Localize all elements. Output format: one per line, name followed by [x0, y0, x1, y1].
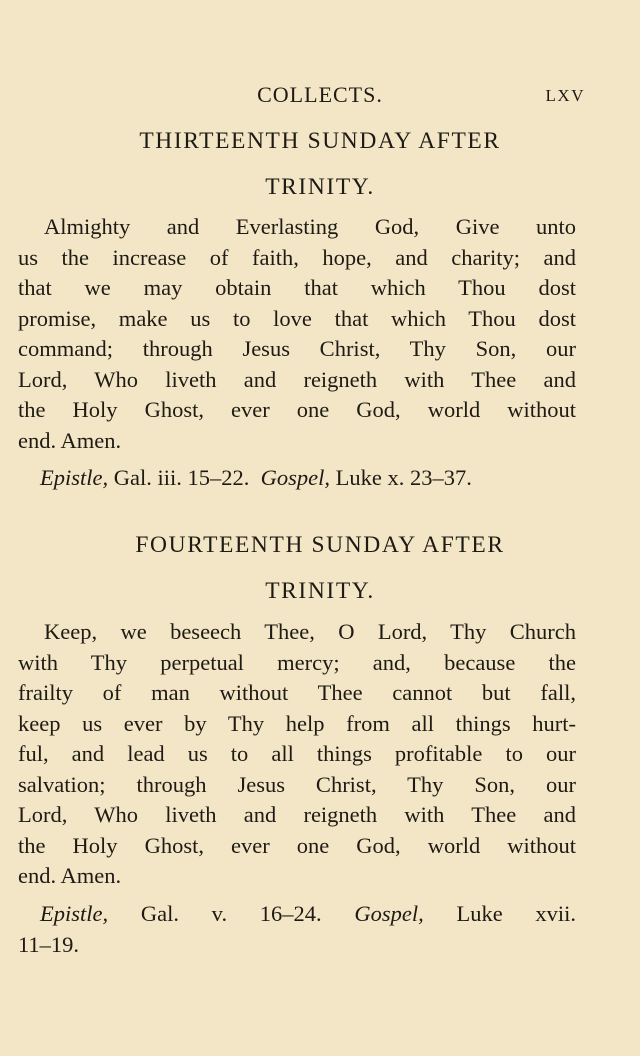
page-number: LXV — [545, 86, 585, 105]
text-line: Lord, Who liveth and reigneth with Thee and — [18, 366, 576, 392]
text-line: Lord, Who liveth and reigneth with Thee and — [18, 802, 576, 827]
gospel-reference: Luke xvii. — [456, 901, 576, 926]
epistle-label: Epistle, — [40, 901, 109, 926]
heading-line: FOURTEENTH SUNDAY AFTER — [135, 532, 505, 558]
collect-heading-thirteenth — [0, 118, 640, 210]
text-line: that we may obtain that which Thou dost — [18, 275, 576, 300]
text-line: the Holy Ghost, ever one God, world without — [18, 397, 576, 422]
text-line: ful, and lead us to all things profitable to our — [18, 741, 576, 766]
text-line: promise, make us to love that which Thou dost — [18, 305, 576, 331]
text-line: with Thy perpetual mercy; and, because the — [18, 649, 576, 675]
collect-text-fourteenth — [18, 617, 576, 892]
text-line: the Holy Ghost, ever one God, world without — [18, 832, 576, 858]
text-line: Keep, we beseech Thee, O Lord, Thy Church — [44, 619, 576, 644]
running-head — [0, 82, 640, 112]
epistle-label: Epistle, — [40, 465, 109, 490]
gospel-label: Gospel, — [354, 901, 424, 926]
text-line: end. Amen. — [18, 427, 122, 453]
epistle-reference: Gal. v. 16–24. — [140, 901, 322, 926]
gospel-label: Gospel, — [260, 465, 330, 490]
heading-line: TRINITY. — [265, 578, 375, 604]
gospel-reference: Luke x. 23–37. — [335, 465, 472, 490]
running-title: COLLECTS. — [257, 82, 383, 107]
text-line: us the increase of faith, hope, and charity; and — [18, 244, 576, 270]
readings-line — [18, 463, 576, 494]
text-line: command; through Jesus Christ, Thy Son, our — [18, 336, 576, 361]
heading-line: THIRTEENTH SUNDAY AFTER — [139, 128, 501, 154]
text-line: salvation; through Jesus Christ, Thy Son, our — [18, 771, 576, 797]
readings-line — [18, 899, 576, 930]
readings-fourteenth — [18, 899, 576, 960]
text-line: frailty of man without Thee cannot but fall, — [18, 680, 576, 705]
text-line: Almighty and Everlasting God, Give unto — [44, 214, 576, 239]
text-line: keep us ever by Thy help from all things hurt- — [18, 710, 576, 736]
collect-heading-fourteenth — [0, 522, 640, 614]
readings-continuation: 11–19. — [18, 931, 80, 957]
readings-thirteenth — [18, 463, 576, 494]
heading-line: TRINITY. — [265, 174, 375, 200]
text-line: end. Amen. — [18, 863, 122, 888]
epistle-reference: Gal. iii. 15–22. — [113, 465, 250, 490]
collect-text-thirteenth — [18, 212, 576, 456]
